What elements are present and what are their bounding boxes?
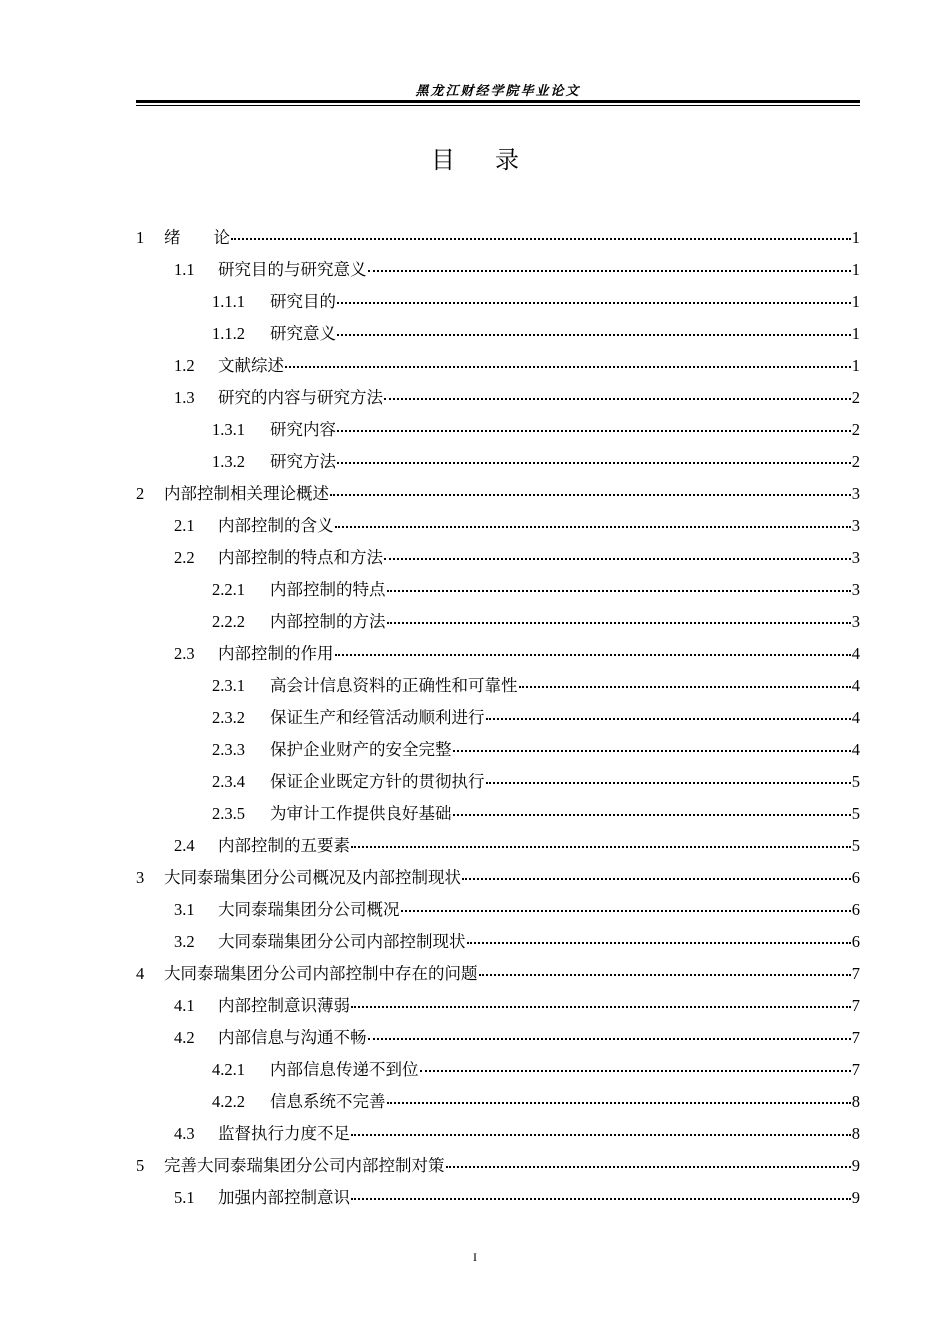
toc-entry[interactable] bbox=[136, 510, 860, 542]
toc-leader-dots bbox=[453, 813, 851, 816]
toc-leader-dots bbox=[368, 269, 851, 272]
toc-leader-dots bbox=[479, 973, 851, 976]
toc-leader-dots bbox=[420, 1069, 851, 1072]
toc-leader-dots bbox=[335, 653, 851, 656]
toc-entry-page: 2 bbox=[851, 452, 860, 471]
toc-entry[interactable] bbox=[136, 1182, 860, 1214]
toc-entry-number: 2.3.5 bbox=[212, 804, 245, 823]
toc-entry-label: 研究方法 bbox=[270, 452, 336, 471]
toc-entry-page: 4 bbox=[851, 708, 860, 727]
page-number: I bbox=[473, 1250, 477, 1264]
toc-leader-dots bbox=[519, 685, 851, 688]
toc-entry-label: 监督执行力度不足 bbox=[218, 1124, 350, 1143]
toc-entry-number: 2 bbox=[136, 484, 145, 503]
toc-entry-page: 7 bbox=[851, 964, 860, 983]
toc-entry[interactable] bbox=[136, 958, 860, 990]
toc-entry-page: 5 bbox=[851, 772, 860, 791]
toc-entry-page: 6 bbox=[851, 900, 860, 919]
toc-leader-dots bbox=[351, 1133, 851, 1136]
toc-entry-label: 内部控制意识薄弱 bbox=[218, 996, 350, 1015]
toc-entry-number: 2.2.1 bbox=[212, 580, 245, 599]
toc-entry-page: 1 bbox=[851, 324, 860, 343]
toc-leader-dots bbox=[384, 557, 851, 560]
table-of-contents bbox=[136, 222, 860, 1214]
toc-entry[interactable] bbox=[136, 382, 860, 414]
toc-entry-number: 3.2 bbox=[174, 932, 195, 951]
toc-leader-dots bbox=[335, 525, 851, 528]
toc-entry[interactable] bbox=[136, 734, 860, 766]
toc-entry[interactable] bbox=[136, 830, 860, 862]
toc-entry-number: 4 bbox=[136, 964, 145, 983]
toc-entry-page: 8 bbox=[851, 1124, 860, 1143]
toc-entry-number: 1.3 bbox=[174, 388, 195, 407]
toc-entry-page: 5 bbox=[851, 836, 860, 855]
toc-entry-label: 研究的内容与研究方法 bbox=[218, 388, 383, 407]
toc-entry-page: 2 bbox=[851, 420, 860, 439]
toc-entry-number: 3 bbox=[136, 868, 145, 887]
toc-entry-number: 4.3 bbox=[174, 1124, 195, 1143]
toc-entry[interactable] bbox=[136, 1118, 860, 1150]
toc-entry-label: 内部控制的特点 bbox=[270, 580, 386, 599]
toc-leader-dots bbox=[351, 1197, 851, 1200]
toc-entry-number: 2.1 bbox=[174, 516, 195, 535]
toc-entry-number: 2.2.2 bbox=[212, 612, 245, 631]
toc-entry-label: 高会计信息资料的正确性和可靠性 bbox=[270, 676, 518, 695]
toc-entry-label: 文献综述 bbox=[218, 356, 284, 375]
toc-entry-number: 3.1 bbox=[174, 900, 195, 919]
toc-entry[interactable] bbox=[136, 1150, 860, 1182]
toc-entry-number: 1.3.1 bbox=[212, 420, 245, 439]
toc-leader-dots bbox=[337, 333, 851, 336]
toc-entry-label: 研究意义 bbox=[270, 324, 336, 343]
toc-entry-label: 绪 论 bbox=[164, 228, 230, 247]
toc-title: 目录 bbox=[431, 146, 559, 174]
toc-entry-page: 9 bbox=[851, 1156, 860, 1175]
toc-entry[interactable] bbox=[136, 670, 860, 702]
toc-entry-page: 4 bbox=[851, 644, 860, 663]
toc-entry-number: 4.2 bbox=[174, 1028, 195, 1047]
toc-leader-dots bbox=[401, 909, 851, 912]
toc-entry[interactable] bbox=[136, 862, 860, 894]
toc-leader-dots bbox=[337, 461, 851, 464]
toc-entry-page: 7 bbox=[851, 996, 860, 1015]
toc-entry-label: 大同泰瑞集团分公司概况 bbox=[218, 900, 400, 919]
toc-entry[interactable] bbox=[136, 254, 860, 286]
toc-entry-page: 1 bbox=[851, 292, 860, 311]
toc-entry-number: 2.3 bbox=[174, 644, 195, 663]
toc-leader-dots bbox=[467, 941, 851, 944]
toc-entry[interactable] bbox=[136, 766, 860, 798]
toc-entry[interactable] bbox=[136, 350, 860, 382]
toc-entry-label: 保证企业既定方针的贯彻执行 bbox=[270, 772, 485, 791]
toc-entry-page: 3 bbox=[851, 548, 860, 567]
toc-entry-page: 7 bbox=[851, 1060, 860, 1079]
toc-entry[interactable] bbox=[136, 1054, 860, 1086]
toc-entry-label: 内部控制的五要素 bbox=[218, 836, 350, 855]
toc-entry-number: 2.2 bbox=[174, 548, 195, 567]
toc-leader-dots bbox=[351, 1005, 851, 1008]
toc-entry-label: 内部控制的作用 bbox=[218, 644, 334, 663]
toc-entry[interactable] bbox=[136, 478, 860, 510]
toc-leader-dots bbox=[285, 365, 851, 368]
toc-entry-label: 保证生产和经管活动顺利进行 bbox=[270, 708, 485, 727]
toc-entry-label: 大同泰瑞集团分公司概况及内部控制现状 bbox=[164, 868, 461, 887]
toc-entry-label: 大同泰瑞集团分公司内部控制中存在的问题 bbox=[164, 964, 478, 983]
toc-entry-label: 内部控制相关理论概述 bbox=[164, 484, 329, 503]
toc-entry-label: 大同泰瑞集团分公司内部控制现状 bbox=[218, 932, 466, 951]
toc-entry-number: 5 bbox=[136, 1156, 145, 1175]
header-rule-thick bbox=[136, 100, 860, 103]
toc-entry-page: 6 bbox=[851, 932, 860, 951]
toc-leader-dots bbox=[446, 1165, 851, 1168]
toc-entry-number: 1.1.2 bbox=[212, 324, 245, 343]
toc-entry[interactable] bbox=[136, 702, 860, 734]
toc-entry-number: 2.3.3 bbox=[212, 740, 245, 759]
toc-entry-page: 3 bbox=[851, 580, 860, 599]
toc-entry-page: 9 bbox=[851, 1188, 860, 1207]
toc-entry-label: 完善大同泰瑞集团分公司内部控制对策 bbox=[164, 1156, 445, 1175]
toc-entry-label: 内部控制的特点和方法 bbox=[218, 548, 383, 567]
toc-entry-page: 1 bbox=[851, 228, 860, 247]
toc-entry-number: 2.3.1 bbox=[212, 676, 245, 695]
toc-entry-number: 5.1 bbox=[174, 1188, 195, 1207]
toc-leader-dots bbox=[462, 877, 851, 880]
toc-entry[interactable] bbox=[136, 606, 860, 638]
toc-entry-number: 2.3.4 bbox=[212, 772, 245, 791]
toc-entry-number: 4.1 bbox=[174, 996, 195, 1015]
toc-entry-number: 1.1 bbox=[174, 260, 195, 279]
toc-entry-number: 1.1.1 bbox=[212, 292, 245, 311]
toc-leader-dots bbox=[387, 621, 851, 624]
toc-entry-label: 保护企业财产的安全完整 bbox=[270, 740, 452, 759]
toc-leader-dots bbox=[231, 237, 851, 240]
toc-entry-label: 内部信息与沟通不畅 bbox=[218, 1028, 367, 1047]
toc-entry-label: 内部控制的含义 bbox=[218, 516, 334, 535]
toc-entry-page: 4 bbox=[851, 740, 860, 759]
toc-leader-dots bbox=[351, 845, 851, 848]
toc-entry-number: 2.3.2 bbox=[212, 708, 245, 727]
toc-entry-label: 内部控制的方法 bbox=[270, 612, 386, 631]
toc-entry-label: 加强内部控制意识 bbox=[218, 1188, 350, 1207]
toc-entry-page: 1 bbox=[851, 356, 860, 375]
toc-entry-page: 5 bbox=[851, 804, 860, 823]
toc-entry[interactable] bbox=[136, 542, 860, 574]
toc-entry[interactable] bbox=[136, 414, 860, 446]
toc-entry[interactable] bbox=[136, 798, 860, 830]
toc-leader-dots bbox=[486, 717, 851, 720]
toc-entry[interactable] bbox=[136, 286, 860, 318]
toc-leader-dots bbox=[337, 429, 851, 432]
toc-entry-label: 研究目的与研究意义 bbox=[218, 260, 367, 279]
toc-entry[interactable] bbox=[136, 1022, 860, 1054]
toc-entry-number: 4.2.1 bbox=[212, 1060, 245, 1079]
toc-entry-label: 信息系统不完善 bbox=[270, 1092, 386, 1111]
toc-entry[interactable] bbox=[136, 574, 860, 606]
toc-entry[interactable] bbox=[136, 446, 860, 478]
toc-entry-page: 3 bbox=[851, 484, 860, 503]
toc-entry-page: 4 bbox=[851, 676, 860, 695]
toc-entry[interactable] bbox=[136, 926, 860, 958]
toc-entry-page: 1 bbox=[851, 260, 860, 279]
toc-leader-dots bbox=[387, 1101, 851, 1104]
toc-leader-dots bbox=[368, 1037, 851, 1040]
toc-entry-page: 8 bbox=[851, 1092, 860, 1111]
document-header: 黑龙江财经学院毕业论文 bbox=[415, 84, 581, 99]
toc-entry-number: 1.3.2 bbox=[212, 452, 245, 471]
toc-entry[interactable] bbox=[136, 638, 860, 670]
toc-entry-number: 1.2 bbox=[174, 356, 195, 375]
toc-entry-page: 7 bbox=[851, 1028, 860, 1047]
toc-entry-number: 4.2.2 bbox=[212, 1092, 245, 1111]
toc-leader-dots bbox=[453, 749, 851, 752]
toc-leader-dots bbox=[337, 301, 851, 304]
toc-leader-dots bbox=[486, 781, 851, 784]
toc-entry-label: 内部信息传递不到位 bbox=[270, 1060, 419, 1079]
toc-entry-label: 研究内容 bbox=[270, 420, 336, 439]
toc-leader-dots bbox=[330, 493, 851, 496]
header-rule-thin bbox=[136, 105, 860, 106]
toc-entry[interactable] bbox=[136, 222, 860, 254]
toc-entry-number: 2.4 bbox=[174, 836, 195, 855]
toc-entry[interactable] bbox=[136, 318, 860, 350]
toc-entry[interactable] bbox=[136, 990, 860, 1022]
toc-entry[interactable] bbox=[136, 1086, 860, 1118]
toc-entry-label: 为审计工作提供良好基础 bbox=[270, 804, 452, 823]
toc-entry-label: 研究目的 bbox=[270, 292, 336, 311]
toc-entry[interactable] bbox=[136, 894, 860, 926]
toc-entry-page: 3 bbox=[851, 612, 860, 631]
toc-entry-page: 2 bbox=[851, 388, 860, 407]
toc-entry-page: 3 bbox=[851, 516, 860, 535]
toc-leader-dots bbox=[384, 397, 851, 400]
toc-entry-page: 6 bbox=[851, 868, 860, 887]
toc-entry-number: 1 bbox=[136, 228, 145, 247]
toc-leader-dots bbox=[387, 589, 851, 592]
